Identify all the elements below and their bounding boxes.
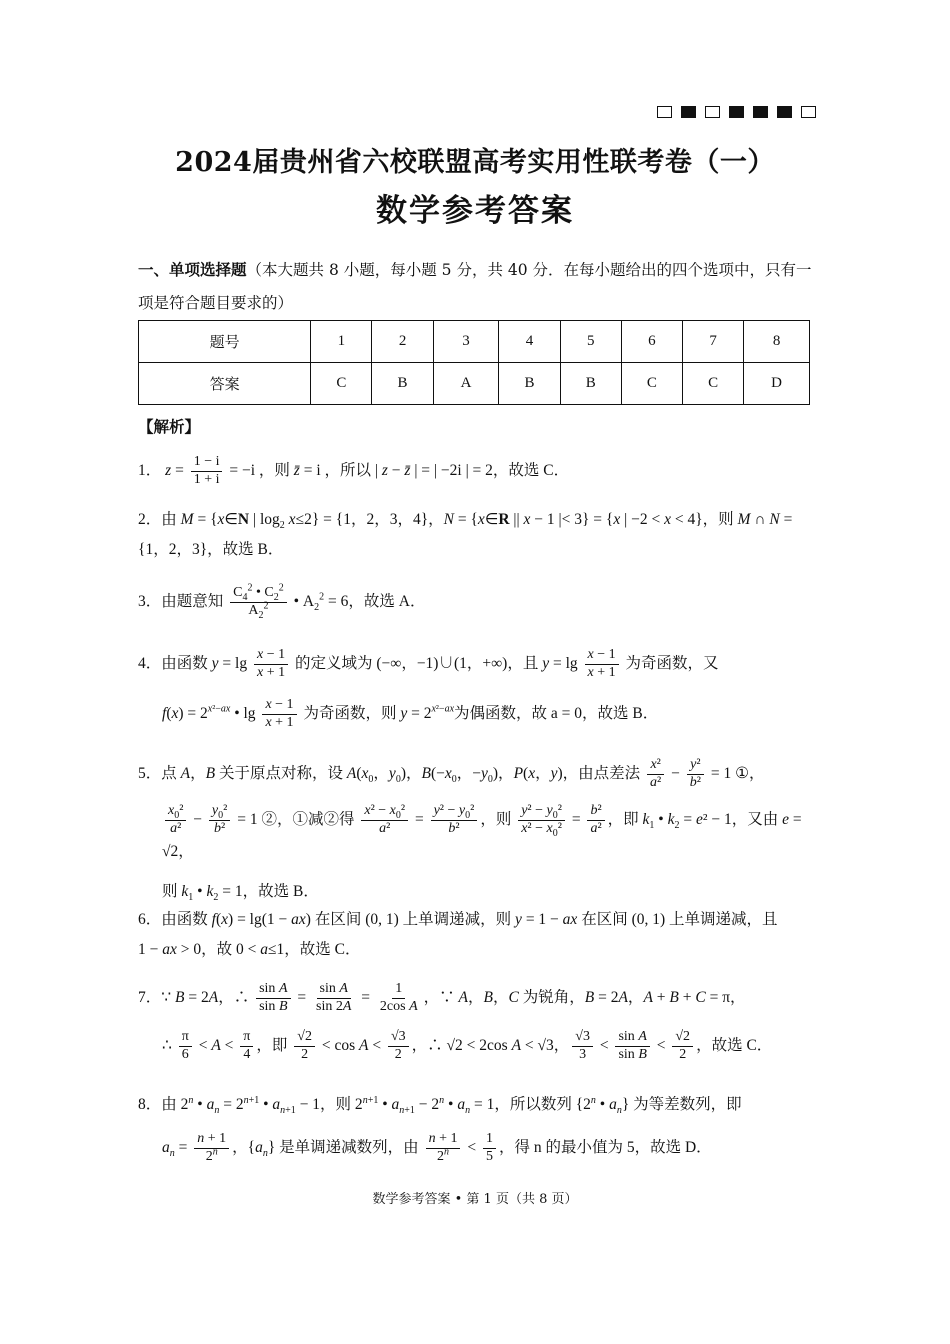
question-number: 7 <box>683 321 744 363</box>
solution-8: 8．由 2$^n$ • $a_n = 2^{n+1}$ • $a_{n+1} - 1$，则 $2^{n+1}$ • $a_{n+1} - 2^n$ • $a_n = 1$，所以数列 {2$^n$ • $a_n$} 为等差数列，即 $a_n$ = $\frac{n + 1}{2^n}$ ，$\{a_n\}$ 是单调递减数列，由 $\frac{n + 1}{2^n}$ < $\frac{1}{5}$ ，得 n 的最小值为 5，故选 D． <box>138 1094 742 1164</box>
answer-cell: D <box>744 363 810 405</box>
question-number: 4 <box>499 321 560 363</box>
answer-table <box>138 320 810 405</box>
section-intro <box>138 254 818 320</box>
question-number: 3 <box>433 321 499 363</box>
question-number: 6 <box>621 321 682 363</box>
code-box <box>657 106 672 118</box>
solution-7: 7．∵ B = 2A，∴ $\frac{\text{sin A}}{\text{sin B}}$ = $\frac{\text{sin A}}{\sin 2A}$ = $\frac{1}{\text{2cos A}}$ ，∵ A，B，C 为锐角，B = 2A，A + B + C = π， ∴ $\frac{\pi}{6}$ < A < $\frac{\pi}{4}$ ，即 $\frac{√2}{2}$ < cos A < $\frac{√3}{2}$ ，∴ √2 < 2cos A < √3， $\frac{√3}{3}$ < $\frac{\text{sin A}}{\text{sin B}}$ < $\frac{√2}{2}$ ，故选 C． <box>138 981 773 1063</box>
answer-cell: C <box>311 363 372 405</box>
question-number: 5 <box>560 321 621 363</box>
analysis-heading: 【解析】 <box>138 418 201 436</box>
answer-cell: C <box>621 363 682 405</box>
row-label: 题号 <box>139 321 311 363</box>
code-box <box>705 106 720 118</box>
question-number: 8 <box>744 321 810 363</box>
question-number: 2 <box>372 321 433 363</box>
solution-5: 5．点 A，B 关于原点对称，设 $A(x_0$，$y_0$)，$B(-x_0$，$-y_0$)，P(x，y)，由点差法 $\frac{\text{x²}}{\text{a²}}$ − $\frac{\text{y²}}{\text{b²}}$ = 1 ①， $\frac{x_0^2}{\text{a²}}$ − $\frac{y_0^2}{\text{b²}}$ = 1 ②，①减②得 $\frac{x^2 - x_0^2}{\text{a²}}$ = $\frac{y^2 - y_0^2}{\text{b²}}$ ，则 $\frac{y^2 - y_0^2}{x^2 - x_0^2}$ = $\frac{\text{b²}}{\text{a²}}$ ，即 $k_1$ • $k_2 = e^2 - 1$，又由 e = √2， 则 $k_1$ • $k_2 = 1$，故选 B． <box>138 757 802 903</box>
page-subtitle: 数学参考答案 <box>376 193 574 229</box>
code-boxes <box>657 106 816 118</box>
table-row <box>139 363 810 405</box>
answer-cell: A <box>433 363 499 405</box>
answer-cell: B <box>560 363 621 405</box>
section-heading: 一、单项选择题 <box>138 261 247 279</box>
code-box <box>753 106 768 118</box>
row-label: 答案 <box>139 363 311 405</box>
solution-3: 3．由题意知 $\frac{C_4^2 • C_2^2}{A_2^2}$ • $A_2^2 = 6$，故选 A． <box>138 582 426 621</box>
page-title: 2024届贵州省六校联盟高考实用性联考卷（一） <box>175 147 775 178</box>
table-row <box>139 321 810 363</box>
answer-cell: B <box>499 363 560 405</box>
solution-4: 4．由函数 y = lg $\frac{x - 1}{x + 1}$ 的定义域为 (−∞，−1)∪(1，+∞)，且 y = lg $\frac{x - 1}{x + 1}$ 为奇函数，又 $f(x) = 2^{x^2-ax}$ • lg $\frac{x - 1}{x + 1}$ 为奇函数，则 $y = 2^{x^2-ax}$为偶函数，故 a = 0，故选 B． <box>138 647 719 731</box>
page-footer: 数学参考答案 • 第 1 页（共 8 页） <box>372 1192 578 1207</box>
section-description: （本大题共 8 小题，每小题 5 分，共 40 分．在每小题给出的四个选项中，只有一项是符合题目要求的） <box>138 261 812 312</box>
answer-cell: B <box>372 363 433 405</box>
code-box <box>777 106 792 118</box>
code-box <box>801 106 816 118</box>
question-number: 1 <box>311 321 372 363</box>
solution-2: 2．由 M = {x∈N | $\log_2 x\le 2\} = \{1$，2，3，4}，N = {x∈R || x − 1 |< 3} = {x | −2 < x < 4}，则 M ∩ N = {1，2，3}，故选 B． <box>138 511 793 558</box>
code-box <box>729 106 744 118</box>
code-box <box>681 106 696 118</box>
solution-1: 1． z = $\frac{1 - i}{1 + i}$ = −i ，则 z̄ = i ，所以 | z − z̄ | = | −2i | = 2，故选 C． <box>138 454 570 487</box>
solution-6: 6．由函数 f(x) = lg(1 − ax) 在区间 (0, 1) 上单调递减，则 y = 1 − ax 在区间 (0, 1) 上单调递减，且 1 − ax > 0，故 0 < a≤1，故选 C． <box>138 911 778 958</box>
answer-cell: C <box>683 363 744 405</box>
